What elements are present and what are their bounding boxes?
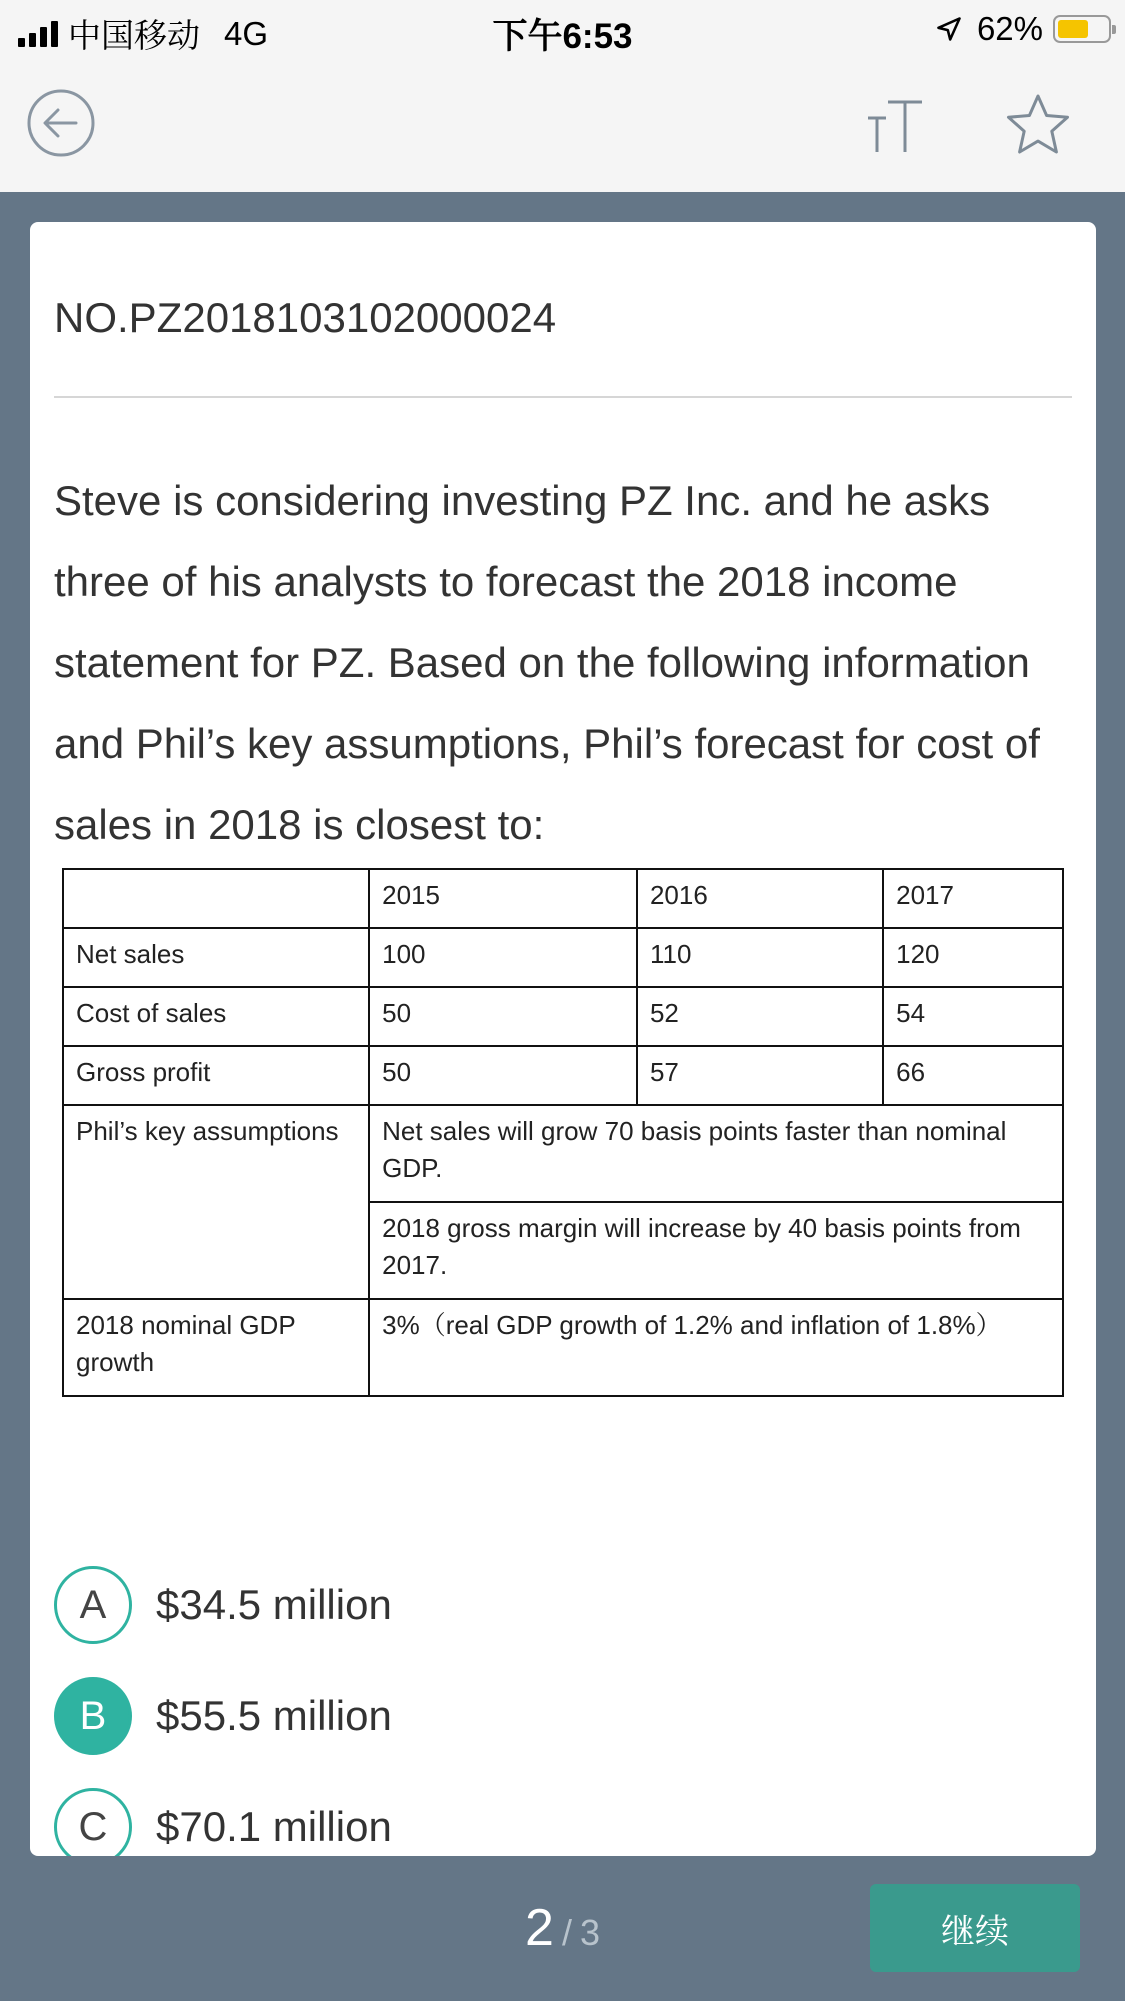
option-text[interactable]: $55.5 million [156, 1692, 392, 1739]
option-letter[interactable]: C [54, 1788, 132, 1856]
option-text[interactable]: $34.5 million [156, 1581, 392, 1628]
assumption-cell: Net sales will grow 70 basis points faster than nominal GDP. [369, 1105, 1063, 1202]
nav-bar [0, 62, 1125, 192]
table-row [63, 1046, 1063, 1105]
battery-percent: 62% [976, 10, 1043, 47]
table-cell: 120 [883, 928, 1063, 987]
status-bar [0, 0, 1125, 62]
table-cell: 66 [883, 1046, 1063, 1105]
battery-level-fill [1058, 20, 1088, 38]
question-text: Steve is considering investing PZ Inc. and he asks three of his analysts to forecast the 2018 income statement for PZ. Based on the following information and Phil’s key assumptions, Phil’s forecast for cost of sales in 2018 is closest to: [54, 477, 1040, 848]
table-row [63, 1299, 1063, 1396]
network-type: 4G [224, 14, 269, 52]
question-number: NO.PZ2018103102000024 [54, 294, 557, 341]
option-a[interactable] [54, 1564, 392, 1646]
status-time: 下午6:53 [492, 17, 633, 56]
row-label: Cost of sales [63, 987, 369, 1046]
table-cell: 110 [637, 928, 883, 987]
row-label: Net sales [63, 928, 369, 987]
table-cell: 52 [637, 987, 883, 1046]
table-cell [63, 869, 369, 928]
option-letter[interactable]: B [54, 1677, 132, 1755]
carrier-name: 中国移动 [68, 17, 200, 54]
continue-button[interactable]: 继续 [870, 1884, 1080, 1972]
table-cell: 100 [369, 928, 637, 987]
assumption-cell: 2018 gross margin will increase by 40 basis points from 2017. [369, 1202, 1063, 1299]
text-size-icon[interactable] [864, 96, 926, 158]
answer-options [54, 1564, 392, 1856]
location-arrow-icon [935, 15, 963, 43]
status-right [935, 10, 1111, 48]
row-label: Gross profit [63, 1046, 369, 1105]
data-table [62, 868, 1064, 1397]
gdp-cell: 3%（real GDP growth of 1.2% and inflation of 1.8%） [369, 1299, 1063, 1396]
divider [54, 396, 1072, 398]
battery-icon [1053, 15, 1111, 43]
current-page: 2 [525, 1899, 554, 1957]
total-pages: 3 [579, 1912, 600, 1953]
table-cell: 54 [883, 987, 1063, 1046]
year-header: 2015 [369, 869, 637, 928]
table-cell: 57 [637, 1046, 883, 1105]
option-letter[interactable]: A [54, 1566, 132, 1644]
option-text[interactable]: $70.1 million [156, 1803, 392, 1850]
option-c[interactable] [54, 1786, 392, 1856]
table-row [63, 987, 1063, 1046]
back-arrow-icon[interactable] [26, 88, 96, 158]
row-label: 2018 nominal GDP growth [63, 1299, 369, 1396]
year-header: 2017 [883, 869, 1063, 928]
table-cell: 50 [369, 987, 637, 1046]
option-b[interactable] [54, 1675, 392, 1757]
table-header-row [63, 869, 1063, 928]
table-cell: 50 [369, 1046, 637, 1105]
row-label: Phil’s key assumptions [63, 1105, 369, 1299]
question-card [30, 222, 1096, 1856]
year-header: 2016 [637, 869, 883, 928]
page-separator: / [561, 1912, 572, 1953]
table-row [63, 1105, 1063, 1202]
table-row [63, 928, 1063, 987]
star-icon[interactable] [1004, 92, 1072, 160]
